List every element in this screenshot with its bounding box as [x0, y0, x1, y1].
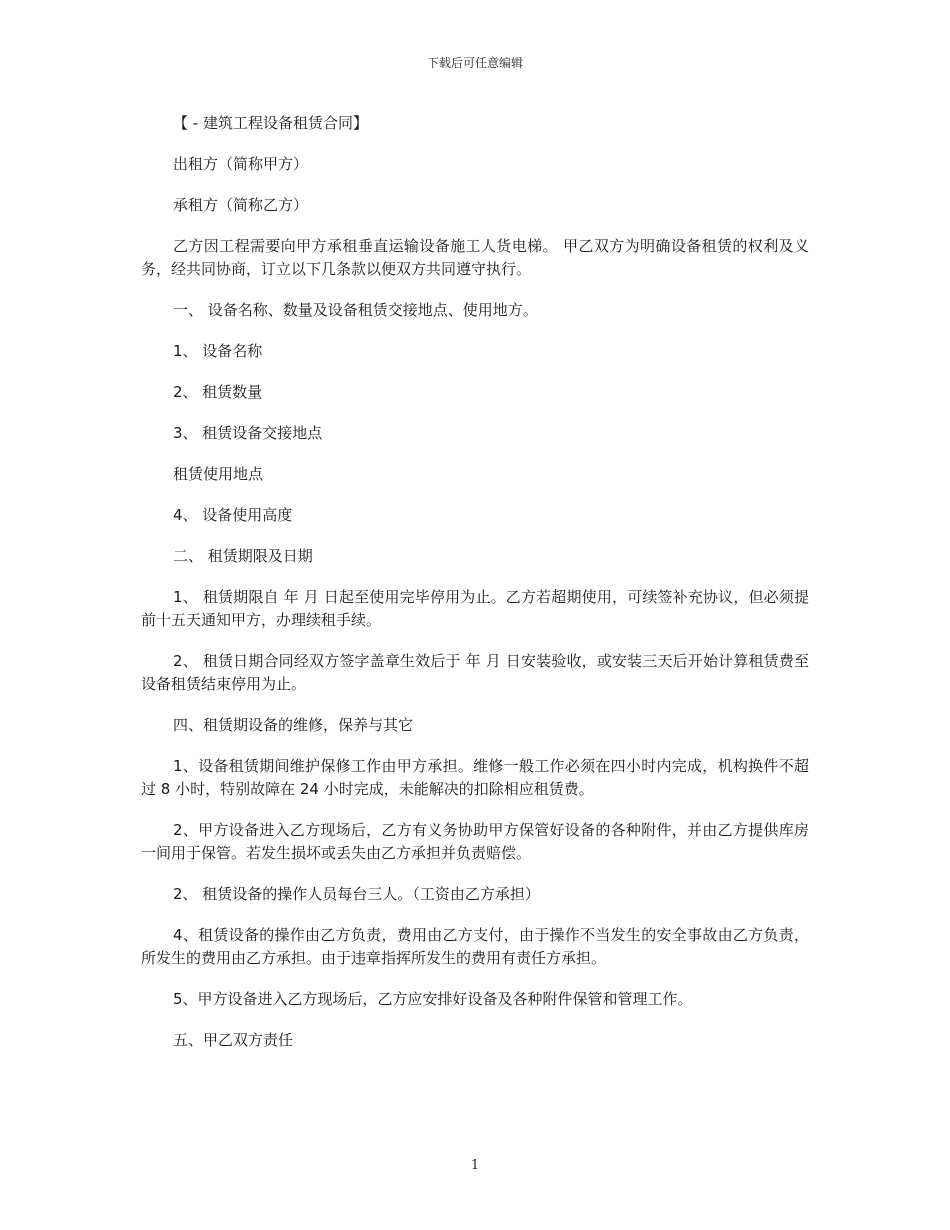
paragraph-intro: 乙方因工程需要向甲方承租垂直运输设备施工人货电梯。 甲乙双方为明确设备租赁的权利及义务，经共同协商，订立以下几条款以便双方共同遵守执行。 — [141, 237, 809, 278]
page-number: 1 — [470, 1158, 480, 1173]
paragraph-site-storage: 5、甲方设备进入乙方现场后，乙方应安排好设备及各种附件保管和管理工作。 — [173, 990, 693, 1008]
list-item-usage-location: 租赁使用地点 — [173, 465, 264, 483]
list-item-quantity: 2、 租赁数量 — [173, 383, 263, 401]
section-heading-5: 五、甲乙双方责任 — [173, 1031, 294, 1049]
paragraph-maintenance-2: 2、甲方设备进入乙方现场后，乙方有义务协助甲方保管好设备的各种附件，并由乙方提供库房一间用于保管。若发生损坏或丢失由乙方承担并负责赔偿。 — [141, 821, 809, 862]
document-title: 【 - 建筑工程设备租赁合同】 — [173, 114, 368, 132]
document-body — [141, 112, 809, 1052]
paragraph-term-1: 1、 租赁期限自 年 月 日起至使用完毕停用为止。乙方若超期使用，可续签补充协议，但必须提前十五天通知甲方，办理续租手续。 — [141, 588, 809, 629]
paragraph-maintenance-1: 1、设备租赁期间维护保修工作由甲方承担。维修一般工作必须在四小时内完成，机构换件不超过 8 小时，特别故障在 24 小时完成，未能解决的扣除相应租赁费。 — [141, 757, 809, 798]
section-heading-2: 二、 租赁期限及日期 — [173, 547, 313, 565]
paragraph-term-2: 2、 租赁日期合同经双方签字盖章生效后于 年 月 日安装验收，或安装三天后开始计算租赁费至设备租赁结束停用为止。 — [141, 652, 809, 693]
paragraph-operation: 4、租赁设备的操作由乙方负责，费用由乙方支付，由于操作不当发生的安全事故由乙方负责，所发生的费用由乙方承担。由于违章指挥所发生的费用有责任方承担。 — [141, 926, 809, 967]
section-heading-4: 四、租赁期设备的维修，保养与其它 — [173, 716, 414, 734]
paragraph-lessee: 承租方（简称乙方） — [173, 196, 309, 214]
paragraph-lessor: 出租方（简称甲方） — [173, 155, 309, 173]
list-item-handover-location: 3、 租赁设备交接地点 — [173, 424, 323, 442]
header-note: 下载后可任意编辑 — [426, 56, 523, 70]
list-item-equipment-name: 1、 设备名称 — [173, 342, 263, 360]
list-item-usage-height: 4、 设备使用高度 — [173, 506, 293, 524]
paragraph-operators: 2、 租赁设备的操作人员每台三人。（工资由乙方承担） — [173, 885, 540, 903]
section-heading-1: 一、 设备名称、数量及设备租赁交接地点、使用地方。 — [173, 301, 538, 319]
